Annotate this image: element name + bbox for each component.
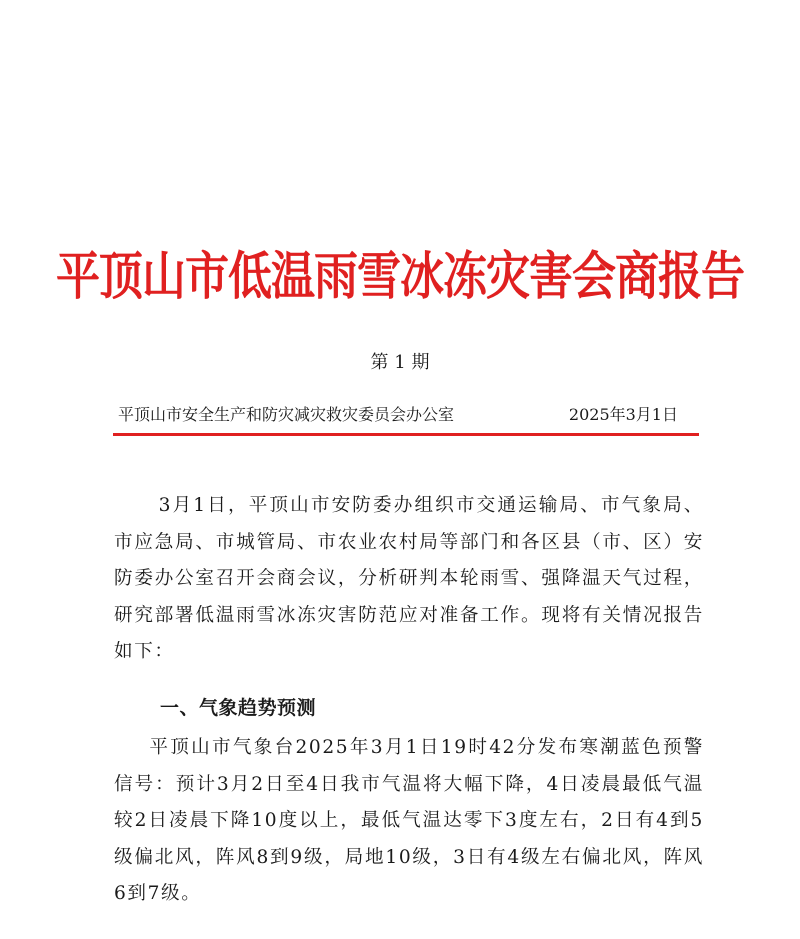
issuer-row [118, 402, 698, 428]
document-masthead-title: 平顶山市低温雨雪冰冻灾害会商报告 [56, 246, 744, 307]
weather-forecast-paragraph: 平顶山市气象台2025年3月1日19时42分发布寒潮蓝色预警信号：预计3月2日至4日我市气温将大幅下降，4日凌晨最低气温较2日凌晨下降10度以上，最低气温达零下3度左右，2日有4到5级偏北风，阵风8到9级，局地10级，3日有4级左右偏北风，阵风6到7级。 [114, 737, 704, 904]
issue-number: 第 1 期 [370, 352, 430, 373]
issue-date: 2025年3月1日 [568, 405, 678, 424]
section-heading-weather-forecast: 一、气象趋势预测 [160, 697, 317, 719]
issuer-name: 平顶山市安全生产和防灾减灾救灾委员会办公室 [118, 405, 455, 424]
red-divider-line [113, 433, 699, 436]
intro-paragraph: 3月1日，平顶山市安防委办组织市交通运输局、市气象局、市应急局、市城管局、市农业农村局等部门和各区县（市、区）安防委办公室召开会商会议，分析研判本轮雨雪、强降温天气过程，研究部署低温雨雪冰冻灾害防范应对准备工作。现将有关情况报告如下： [114, 495, 704, 662]
